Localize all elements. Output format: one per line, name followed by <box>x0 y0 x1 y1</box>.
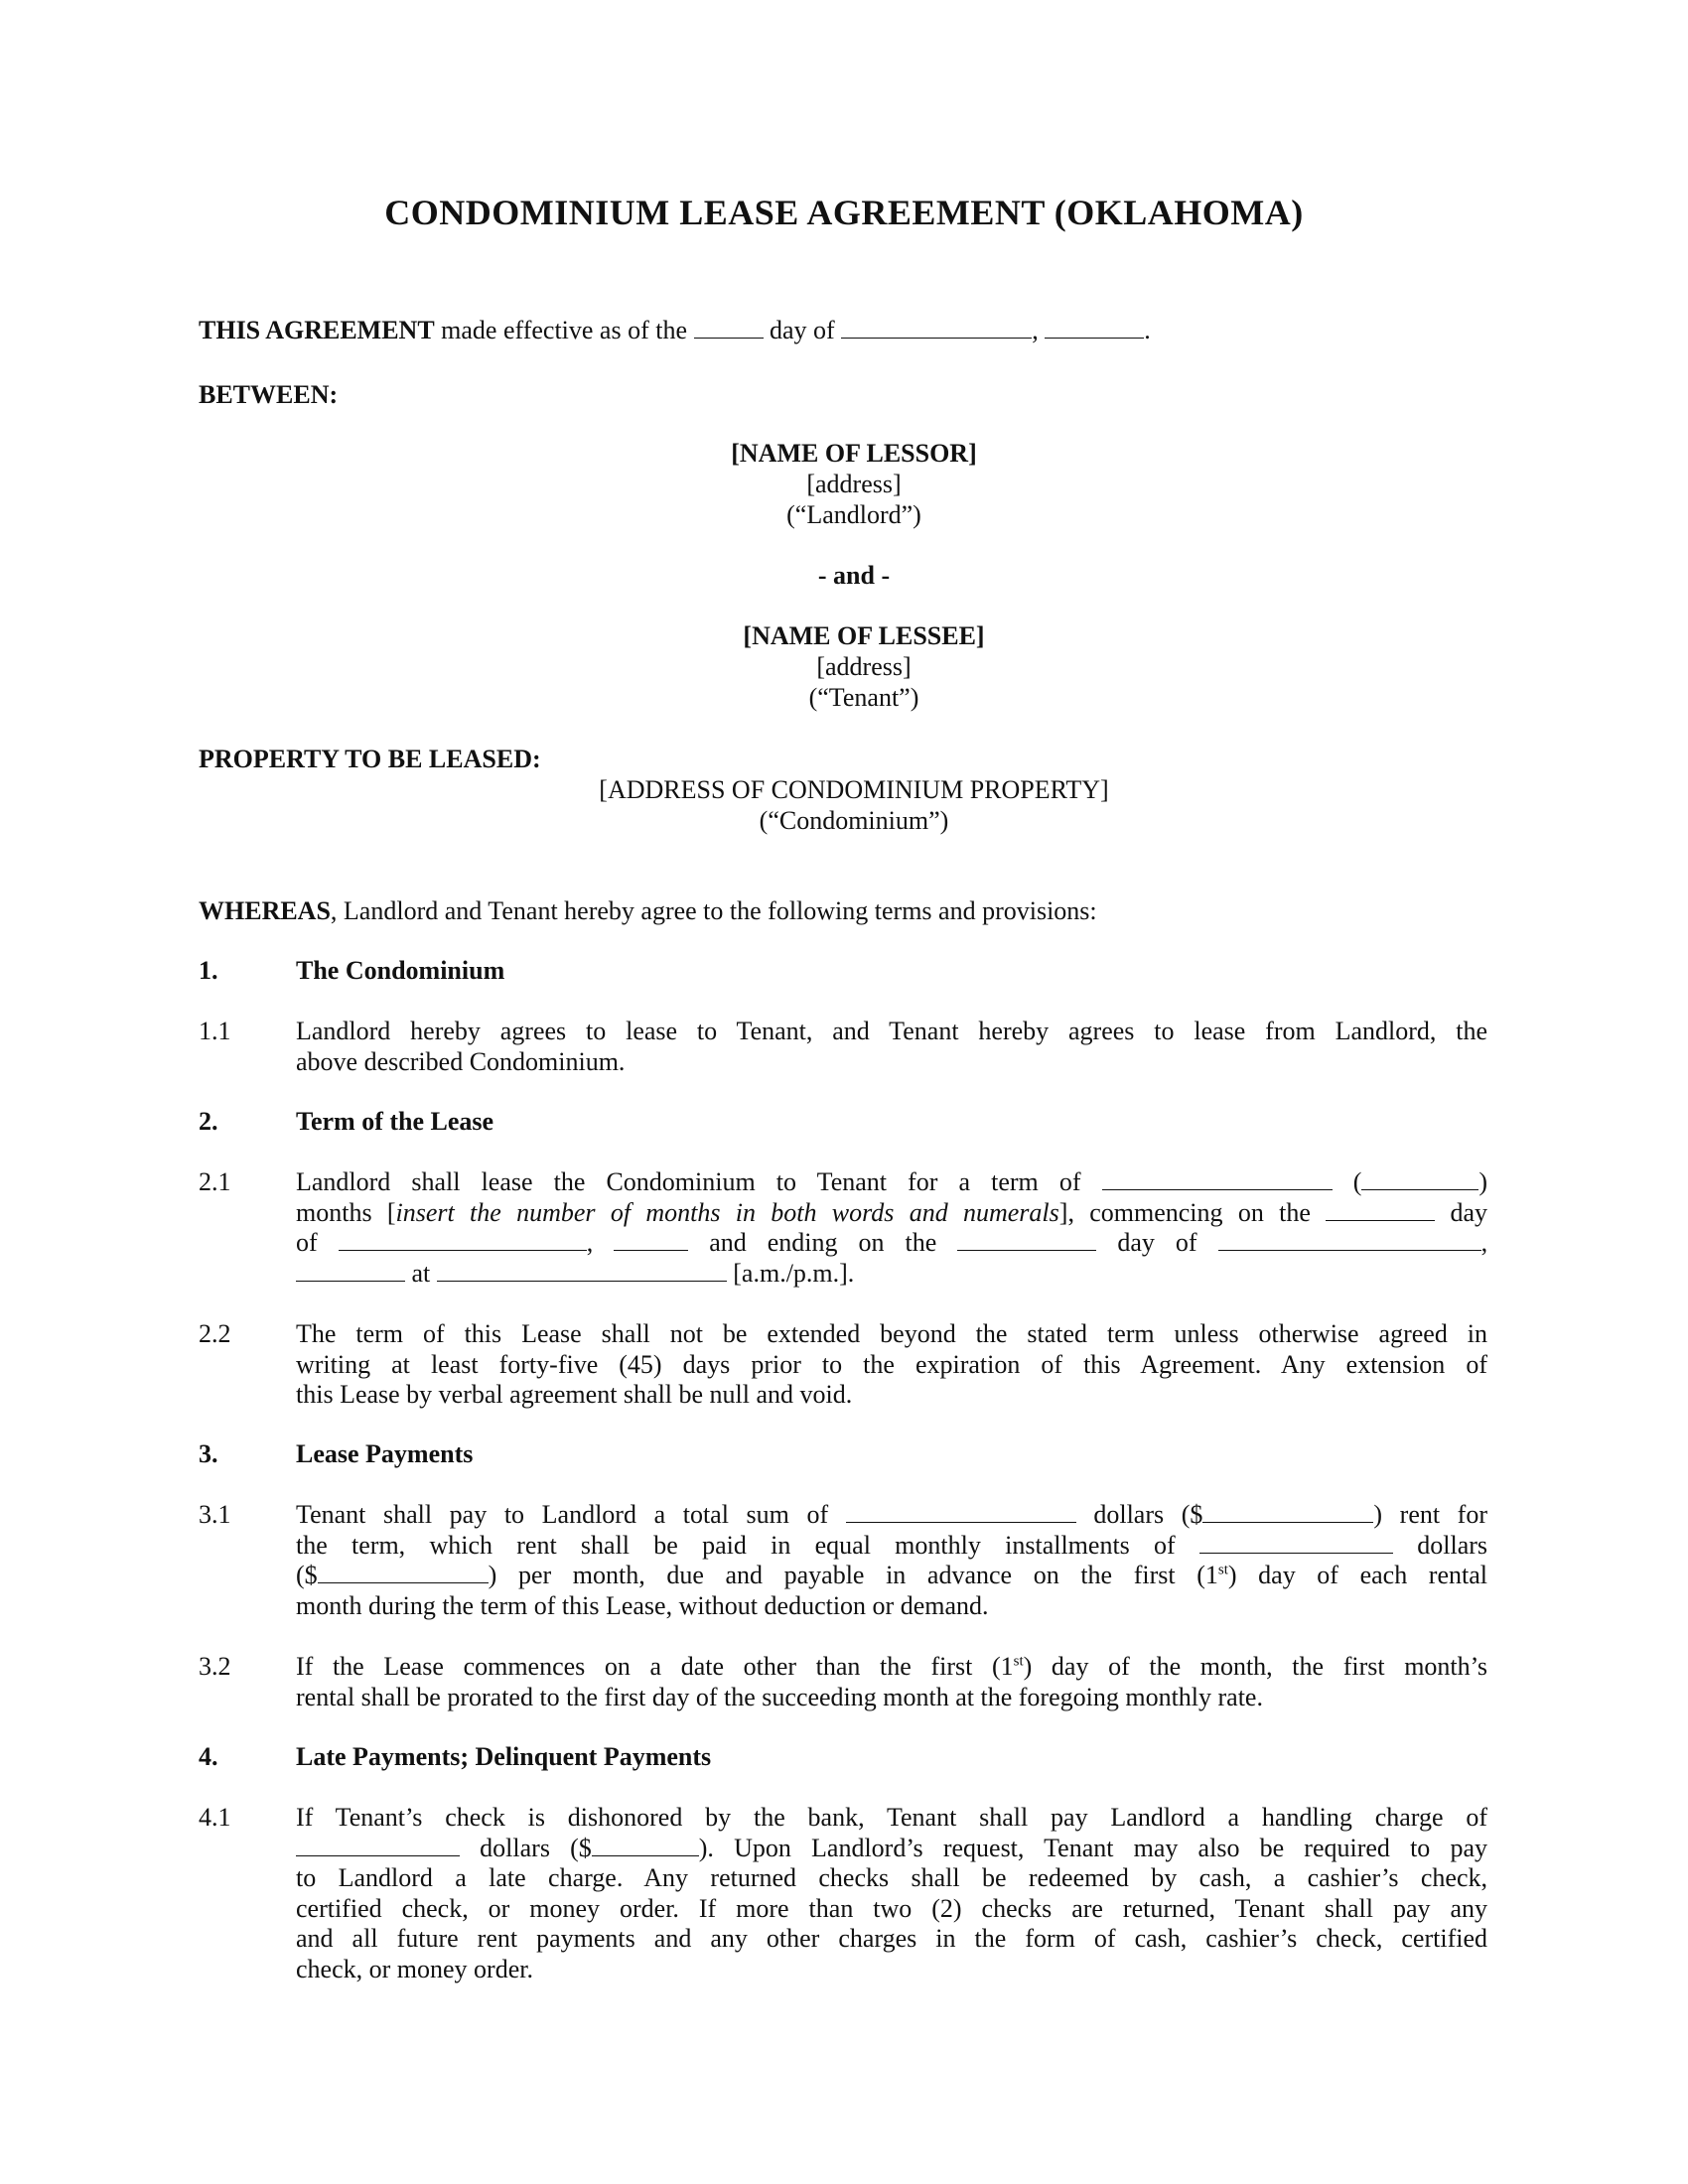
clause-text: dollars ($ <box>480 1833 592 1862</box>
clause-line <box>296 1500 1487 1531</box>
clause-line: check, or money order. <box>296 1954 533 1983</box>
year-blank[interactable] <box>1045 316 1144 339</box>
clause-number: 2.2 <box>199 1319 231 1348</box>
clause-text: of <box>296 1228 318 1257</box>
section-title: Lease Payments <box>296 1439 474 1468</box>
lessee-address: [address] <box>816 652 912 681</box>
clause-line: and all future rent payments and any other charges in the form of cash, cashier’s check, certified <box>296 1924 1487 1953</box>
clause-1-1 <box>296 1017 1487 1077</box>
document-title: CONDOMINIUM LEASE AGREEMENT (OKLAHOMA) <box>384 193 1304 232</box>
lessor-name: [NAME OF LESSOR] <box>731 439 977 468</box>
clause-text: and ending on the <box>709 1228 937 1257</box>
clause-line: to Landlord a late charge. Any returned checks shall be redeemed by cash, a cashier’s check, <box>296 1863 1487 1892</box>
clause-number: 3.2 <box>199 1652 231 1681</box>
landlord-alias: (“Landlord”) <box>786 500 921 529</box>
clause-3-2 <box>296 1652 1487 1712</box>
term-words-blank[interactable] <box>1102 1167 1333 1190</box>
clause-text: Landlord shall lease the Condominium to Tenant for a term of <box>296 1167 1081 1196</box>
clause-text: dollars <box>1417 1530 1488 1560</box>
clause-text: Tenant shall pay to Landlord a total sum of <box>296 1500 829 1529</box>
clause-text: day <box>1450 1197 1488 1227</box>
intro-day-of: day of <box>770 316 835 344</box>
clause-line <box>296 1834 1487 1864</box>
whereas-lead: WHEREAS <box>199 896 331 925</box>
clause-text: day of <box>1117 1228 1197 1257</box>
clause-line <box>296 1259 1487 1290</box>
clause-line: above described Condominium. <box>296 1046 626 1076</box>
start-month-blank[interactable] <box>339 1228 587 1251</box>
clause-line <box>296 1531 1487 1562</box>
section-title: Term of the Lease <box>296 1107 494 1136</box>
clause-text: ) day of the month, the first month’s <box>1023 1652 1487 1681</box>
clause-3-1 <box>296 1500 1487 1621</box>
clause-2-2 <box>296 1319 1487 1411</box>
clause-line: The term of this Lease shall not be extended beyond the stated term unless otherwise agreed in <box>296 1319 1487 1348</box>
section-number: 3. <box>199 1439 218 1468</box>
property-label: PROPERTY TO BE LEASED: <box>199 745 541 773</box>
end-time-blank[interactable] <box>437 1259 727 1282</box>
clause-text: ) rent for <box>1373 1500 1487 1529</box>
whereas-text: , Landlord and Tenant hereby agree to the following terms and provisions: <box>330 896 1097 925</box>
and-separator: - and - <box>817 561 891 590</box>
ordinal-suffix: st <box>1217 1562 1228 1578</box>
between-label: BETWEEN: <box>199 380 339 409</box>
end-month-blank[interactable] <box>1218 1228 1481 1251</box>
day-blank[interactable] <box>694 316 764 339</box>
monthly-amount-blank[interactable] <box>318 1561 489 1583</box>
start-year-blank[interactable] <box>614 1228 688 1251</box>
month-blank[interactable] <box>841 316 1032 339</box>
intro-text: made effective as of the <box>441 316 688 344</box>
clause-text: ) <box>1478 1167 1488 1196</box>
clause-line: this Lease by verbal agreement shall be null and void. <box>296 1380 853 1409</box>
property-address: [ADDRESS OF CONDOMINIUM PROPERTY] <box>599 775 1109 804</box>
clause-2-1 <box>296 1167 1487 1289</box>
clause-text: If the Lease commences on a date other than the first (1 <box>296 1652 1014 1681</box>
handling-charge-amount-blank[interactable] <box>592 1834 699 1856</box>
handling-charge-words-blank[interactable] <box>296 1834 460 1856</box>
clause-text: dollars ($ <box>1093 1500 1203 1529</box>
clause-text: , <box>586 1228 594 1257</box>
clause-text: months [ <box>296 1197 396 1227</box>
section-number: 2. <box>199 1107 218 1136</box>
clause-text: ( <box>1352 1167 1362 1196</box>
clause-text: ). Upon Landlord’s request, Tenant may also be required to pay <box>698 1833 1488 1862</box>
clause-text: ) day of each rental <box>1227 1561 1487 1589</box>
lessee-name: [NAME OF LESSEE] <box>743 621 985 650</box>
tenant-alias: (“Tenant”) <box>808 683 919 712</box>
agreement-intro <box>199 316 1151 345</box>
clause-number: 3.1 <box>199 1500 231 1529</box>
end-year-blank[interactable] <box>296 1259 405 1282</box>
clause-line: writing at least forty-five (45) days prior to the expiration of this Agreement. Any extension of <box>296 1349 1487 1379</box>
clause-text: the term, which rent shall be paid in equal monthly installments of <box>296 1530 1176 1560</box>
clause-text: , <box>1480 1228 1488 1257</box>
clause-line <box>296 1561 1487 1591</box>
section-title: The Condominium <box>296 956 505 985</box>
term-numerals-blank[interactable] <box>1361 1167 1478 1190</box>
clause-text: at <box>411 1258 431 1288</box>
clause-number: 1.1 <box>199 1017 231 1045</box>
clause-line <box>296 1228 1487 1259</box>
clause-4-1 <box>296 1803 1487 1984</box>
clause-line <box>296 1167 1487 1198</box>
clause-text: ($ <box>296 1561 318 1589</box>
clause-text: [a.m./p.m.]. <box>733 1258 855 1288</box>
ordinal-suffix: st <box>1013 1653 1024 1670</box>
whereas-line <box>199 896 1097 926</box>
clause-line <box>296 1652 1487 1683</box>
clause-number: 2.1 <box>199 1167 231 1196</box>
total-sum-words-blank[interactable] <box>846 1500 1076 1523</box>
section-title: Late Payments; Delinquent Payments <box>296 1742 712 1771</box>
instruction-text: insert the number of months in both words and numerals <box>395 1197 1059 1227</box>
lessor-address: [address] <box>806 470 902 498</box>
total-sum-amount-blank[interactable] <box>1202 1500 1373 1523</box>
clause-line: Landlord hereby agrees to lease to Tenant, and Tenant hereby agrees to lease from Landlord, the <box>296 1017 1487 1045</box>
start-day-blank[interactable] <box>1326 1198 1435 1221</box>
clause-line: rental shall be prorated to the first day of the succeeding month at the foregoing monthly rate. <box>296 1682 1263 1711</box>
condominium-alias: (“Condominium”) <box>759 806 949 835</box>
intro-lead: THIS AGREEMENT <box>199 316 435 344</box>
intro-comma: , <box>1032 316 1039 344</box>
section-number: 4. <box>199 1742 218 1771</box>
clause-text: ) per month, due and payable in advance on the first (1 <box>488 1561 1218 1589</box>
clause-text: ], commencing on the <box>1058 1197 1311 1227</box>
clause-line <box>296 1198 1487 1229</box>
end-day-blank[interactable] <box>957 1228 1096 1251</box>
intro-period: . <box>1144 316 1151 344</box>
monthly-words-blank[interactable] <box>1199 1531 1393 1554</box>
clause-line: month during the term of this Lease, without deduction or demand. <box>296 1590 989 1620</box>
section-number: 1. <box>199 956 218 985</box>
clause-line: If Tenant’s check is dishonored by the bank, Tenant shall pay Landlord a handling charge of <box>296 1803 1487 1832</box>
clause-number: 4.1 <box>199 1803 231 1832</box>
clause-line: certified check, or money order. If more than two (2) checks are returned, Tenant shall pay any <box>296 1893 1487 1923</box>
